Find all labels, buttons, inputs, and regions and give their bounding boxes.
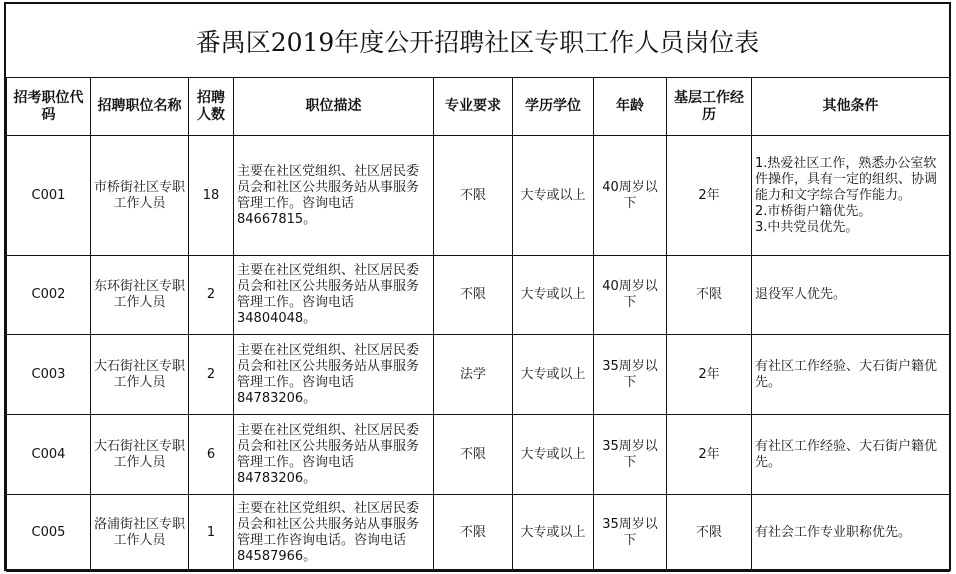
other-line: 有社区工作经验、大石街户籍优先。 bbox=[755, 438, 938, 470]
table-row bbox=[7, 136, 950, 256]
cell-code: C003 bbox=[7, 335, 91, 415]
other-line: 2.市桥街户籍优先。 bbox=[755, 203, 872, 219]
cell-name: 市桥街社区专职工作人员 bbox=[91, 136, 189, 256]
cell-age: 40周岁以下 bbox=[594, 136, 667, 256]
job-positions-table bbox=[6, 77, 950, 572]
cell-age: 40周岁以下 bbox=[594, 256, 667, 335]
cell-other bbox=[752, 256, 950, 335]
header-major: 专业要求 bbox=[434, 78, 513, 136]
cell-major: 不限 bbox=[434, 495, 513, 572]
cell-code: C001 bbox=[7, 136, 91, 256]
other-line: 1.热爱社区工作，熟悉办公室软件操作，具有一定的组织、协调能力和文字综合写作能力。 bbox=[755, 155, 938, 203]
cell-exp: 不限 bbox=[667, 495, 752, 572]
cell-edu: 大专或以上 bbox=[513, 256, 594, 335]
cell-age: 35周岁以下 bbox=[594, 335, 667, 415]
cell-count: 2 bbox=[189, 256, 234, 335]
cell-count: 6 bbox=[189, 415, 234, 495]
header-edu: 学历学位 bbox=[513, 78, 594, 136]
header-other: 其他条件 bbox=[752, 78, 950, 136]
cell-exp: 2年 bbox=[667, 136, 752, 256]
cell-exp: 不限 bbox=[667, 256, 752, 335]
header-age: 年龄 bbox=[594, 78, 667, 136]
cell-exp: 2年 bbox=[667, 415, 752, 495]
cell-name: 大石街社区专职工作人员 bbox=[91, 415, 189, 495]
cell-other bbox=[752, 136, 950, 256]
cell-desc: 主要在社区党组织、社区居民委员会和社区公共服务站从事服务管理工作。咨询电话84783206。 bbox=[234, 415, 434, 495]
cell-age: 35周岁以下 bbox=[594, 415, 667, 495]
cell-desc: 主要在社区党组织、社区居民委员会和社区公共服务站从事服务管理工作。咨询电话34804048。 bbox=[234, 256, 434, 335]
cell-name: 洛浦街社区专职工作人员 bbox=[91, 495, 189, 572]
cell-count: 2 bbox=[189, 335, 234, 415]
cell-major: 不限 bbox=[434, 136, 513, 256]
cell-name: 东环街社区专职工作人员 bbox=[91, 256, 189, 335]
cell-code: C004 bbox=[7, 415, 91, 495]
cell-other bbox=[752, 335, 950, 415]
header-code: 招考职位代码 bbox=[7, 78, 91, 136]
cell-other bbox=[752, 495, 950, 572]
cell-major: 不限 bbox=[434, 256, 513, 335]
header-desc: 职位描述 bbox=[234, 78, 434, 136]
table-header-row bbox=[7, 78, 950, 136]
cell-major: 法学 bbox=[434, 335, 513, 415]
job-table-sheet bbox=[4, 2, 951, 571]
cell-count: 1 bbox=[189, 495, 234, 572]
cell-code: C005 bbox=[7, 495, 91, 572]
other-line: 有社区工作经验、大石街户籍优先。 bbox=[755, 358, 938, 390]
other-line: 退役军人优先。 bbox=[755, 287, 847, 302]
other-line: 3.中共党员优先。 bbox=[755, 219, 859, 235]
cell-name: 大石街社区专职工作人员 bbox=[91, 335, 189, 415]
header-name: 招聘职位名称 bbox=[91, 78, 189, 136]
header-exp: 基层工作经历 bbox=[667, 78, 752, 136]
cell-other bbox=[752, 415, 950, 495]
cell-major: 不限 bbox=[434, 415, 513, 495]
cell-desc: 主要在社区党组织、社区居民委员会和社区公共服务站从事服务管理工作。咨询电话84667815。 bbox=[234, 136, 434, 256]
cell-desc: 主要在社区党组织、社区居民委员会和社区公共服务站从事服务管理工作。咨询电话84783206。 bbox=[234, 335, 434, 415]
table-row bbox=[7, 256, 950, 335]
page-title: 番禺区2019年度公开招聘社区专职工作人员岗位表 bbox=[6, 4, 949, 78]
cell-edu: 大专或以上 bbox=[513, 335, 594, 415]
cell-edu: 大专或以上 bbox=[513, 136, 594, 256]
cell-exp: 2年 bbox=[667, 335, 752, 415]
cell-desc: 主要在社区党组织、社区居民委员会和社区公共服务站从事服务管理工作咨询电话。咨询电话84587966。 bbox=[234, 495, 434, 572]
cell-count: 18 bbox=[189, 136, 234, 256]
table-row bbox=[7, 495, 950, 572]
table-row bbox=[7, 415, 950, 495]
header-count: 招聘人数 bbox=[189, 78, 234, 136]
cell-code: C002 bbox=[7, 256, 91, 335]
table-row bbox=[7, 335, 950, 415]
cell-edu: 大专或以上 bbox=[513, 415, 594, 495]
other-line: 有社会工作专业职称优先。 bbox=[755, 525, 912, 540]
cell-edu: 大专或以上 bbox=[513, 495, 594, 572]
cell-age: 35周岁以下 bbox=[594, 495, 667, 572]
